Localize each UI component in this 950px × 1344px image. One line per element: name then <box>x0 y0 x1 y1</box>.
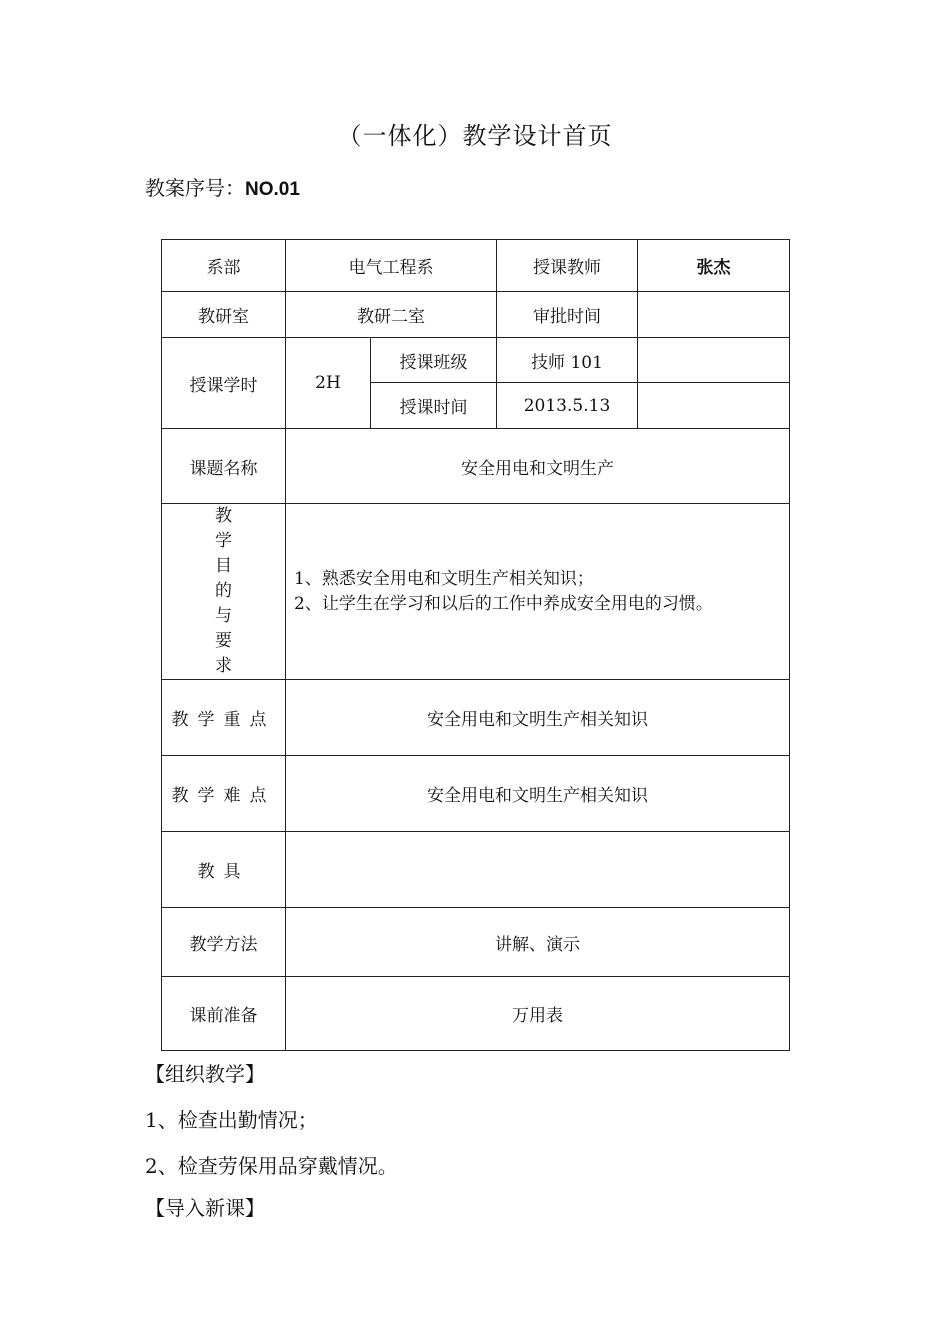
hours-value: 2H <box>286 338 371 429</box>
key-points-label: 教学重点 <box>162 680 286 756</box>
tools-label: 教具 <box>162 832 286 908</box>
class-label: 授课班级 <box>371 338 497 383</box>
lesson-number-label: 教案序号： <box>145 176 245 200</box>
organize-item: 1、检查出勤情况； <box>145 1108 318 1132</box>
method-label: 教学方法 <box>162 908 286 977</box>
tools-value <box>286 832 790 908</box>
approval-value <box>638 292 790 338</box>
topic-value: 安全用电和文明生产 <box>286 429 790 504</box>
class-value: 技师 101 <box>497 338 638 383</box>
organize-item: 2、检查劳保用品穿戴情况。 <box>145 1154 398 1178</box>
prep-value: 万用表 <box>286 977 790 1051</box>
difficulty-value: 安全用电和文明生产相关知识 <box>286 756 790 832</box>
dept-label: 系部 <box>162 240 286 292</box>
lesson-number <box>145 172 300 201</box>
lesson-number-value: NO.01 <box>245 179 300 200</box>
goal-item: 1、熟悉安全用电和文明生产相关知识； <box>294 568 594 589</box>
page-title: （一体化）教学设计首页 <box>337 122 613 150</box>
office-value: 教研二室 <box>286 292 497 338</box>
intro-heading: 【导入新课】 <box>145 1196 265 1220</box>
dept-value: 电气工程系 <box>286 240 497 292</box>
class-extra <box>638 338 790 383</box>
time-extra <box>638 383 790 429</box>
topic-label: 课题名称 <box>162 429 286 504</box>
difficulty-label: 教学难点 <box>162 756 286 832</box>
office-label: 教研室 <box>162 292 286 338</box>
goals-value <box>286 504 790 680</box>
teacher-label: 授课教师 <box>497 240 638 292</box>
time-label: 授课时间 <box>371 383 497 429</box>
teacher-value: 张杰 <box>638 240 790 292</box>
hours-label: 授课学时 <box>162 338 286 429</box>
organize-heading: 【组织教学】 <box>145 1062 265 1086</box>
goal-item: 2、让学生在学习和以后的工作中养成安全用电的习惯。 <box>294 593 713 614</box>
approval-label: 审批时间 <box>497 292 638 338</box>
prep-label: 课前准备 <box>162 977 286 1051</box>
key-points-value: 安全用电和文明生产相关知识 <box>286 680 790 756</box>
goals-label: 教 学 目 的 与 要 求 <box>162 504 286 680</box>
time-value: 2013.5.13 <box>497 383 638 429</box>
lesson-plan-table <box>161 239 790 1051</box>
method-value: 讲解、演示 <box>286 908 790 977</box>
